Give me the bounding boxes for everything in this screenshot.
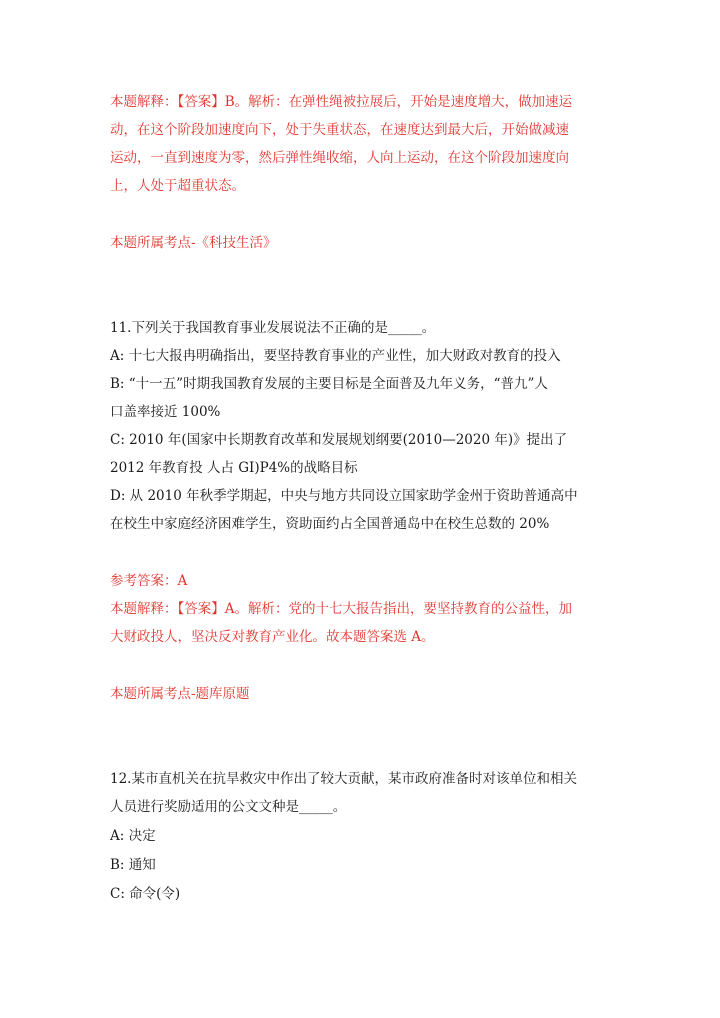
q11-answer: 参考答案：A	[110, 573, 188, 589]
q11-option-c-line-2: 2012 年教育投 人占 GI)P4%的战略目标	[110, 460, 358, 476]
q10-explanation-line-4: 上，人处于超重状态。	[110, 178, 245, 194]
q11-explanation-line-2: 大财政投人，坚决反对教育产业化。故本题答案选 A。	[110, 629, 435, 645]
q10-explanation-line-3: 运动，一直到速度为零，然后弹性绳收缩，人向上运动，在这个阶段加速度向	[110, 150, 569, 166]
q12-option-c: C: 命令(令)	[110, 886, 181, 902]
q11-option-d-line-2: 在校生中家庭经济困难学生，资助面约占全国普通岛中在校生总数的 20%	[110, 516, 550, 532]
q11-question: 11.下列关于我国教育事业发展说法不正确的是_____。	[110, 320, 436, 336]
q12-option-a: A: 决定	[110, 828, 156, 844]
q11-topic: 本题所属考点-题库原题	[110, 686, 250, 702]
q11-option-a: A: 十七大报冉明确指出，要坚持教育事业的产业性，加大财政对教育的投入	[110, 348, 561, 364]
q11-option-c-line-1: C: 2010 年(国家中长期教育改革和发展规划纲要(2010—2020 年)》提出了	[110, 432, 568, 448]
q10-explanation-line-2: 动，在这个阶段加速度向下，处于失重状态，在速度达到最大后，开始做减速	[110, 122, 569, 138]
q12-option-b: B: 通知	[110, 857, 156, 873]
q10-topic: 本题所属考点-《科技生活》	[110, 235, 277, 251]
q11-option-b-line-2: 口盖率接近 100%	[110, 404, 221, 420]
q11-option-b-line-1: B: “十一五”时期我国教育发展的主要目标是全面普及九年义务，“普九”人	[110, 376, 548, 392]
q11-option-d-line-1: D: 从 2010 年秋季学期起，中央与地方共同设立国家助学金州于资助普通高中	[110, 488, 578, 504]
q12-question-line-1: 12.某市直机关在抗旱救灾中作出了较大贡献，某市政府准备时对该单位和相关	[110, 771, 577, 787]
q11-explanation-line-1: 本题解释：【答案】A。解析：党的十七大报告指出，要坚持教育的公益性，加	[110, 601, 572, 617]
q12-question-line-2: 人员进行奖励适用的公文文种是_____。	[110, 799, 347, 815]
q10-explanation-line-1: 本题解释：【答案】B。解析：在弹性绳被拉展后，开始是速度增大，做加速运	[110, 94, 573, 110]
